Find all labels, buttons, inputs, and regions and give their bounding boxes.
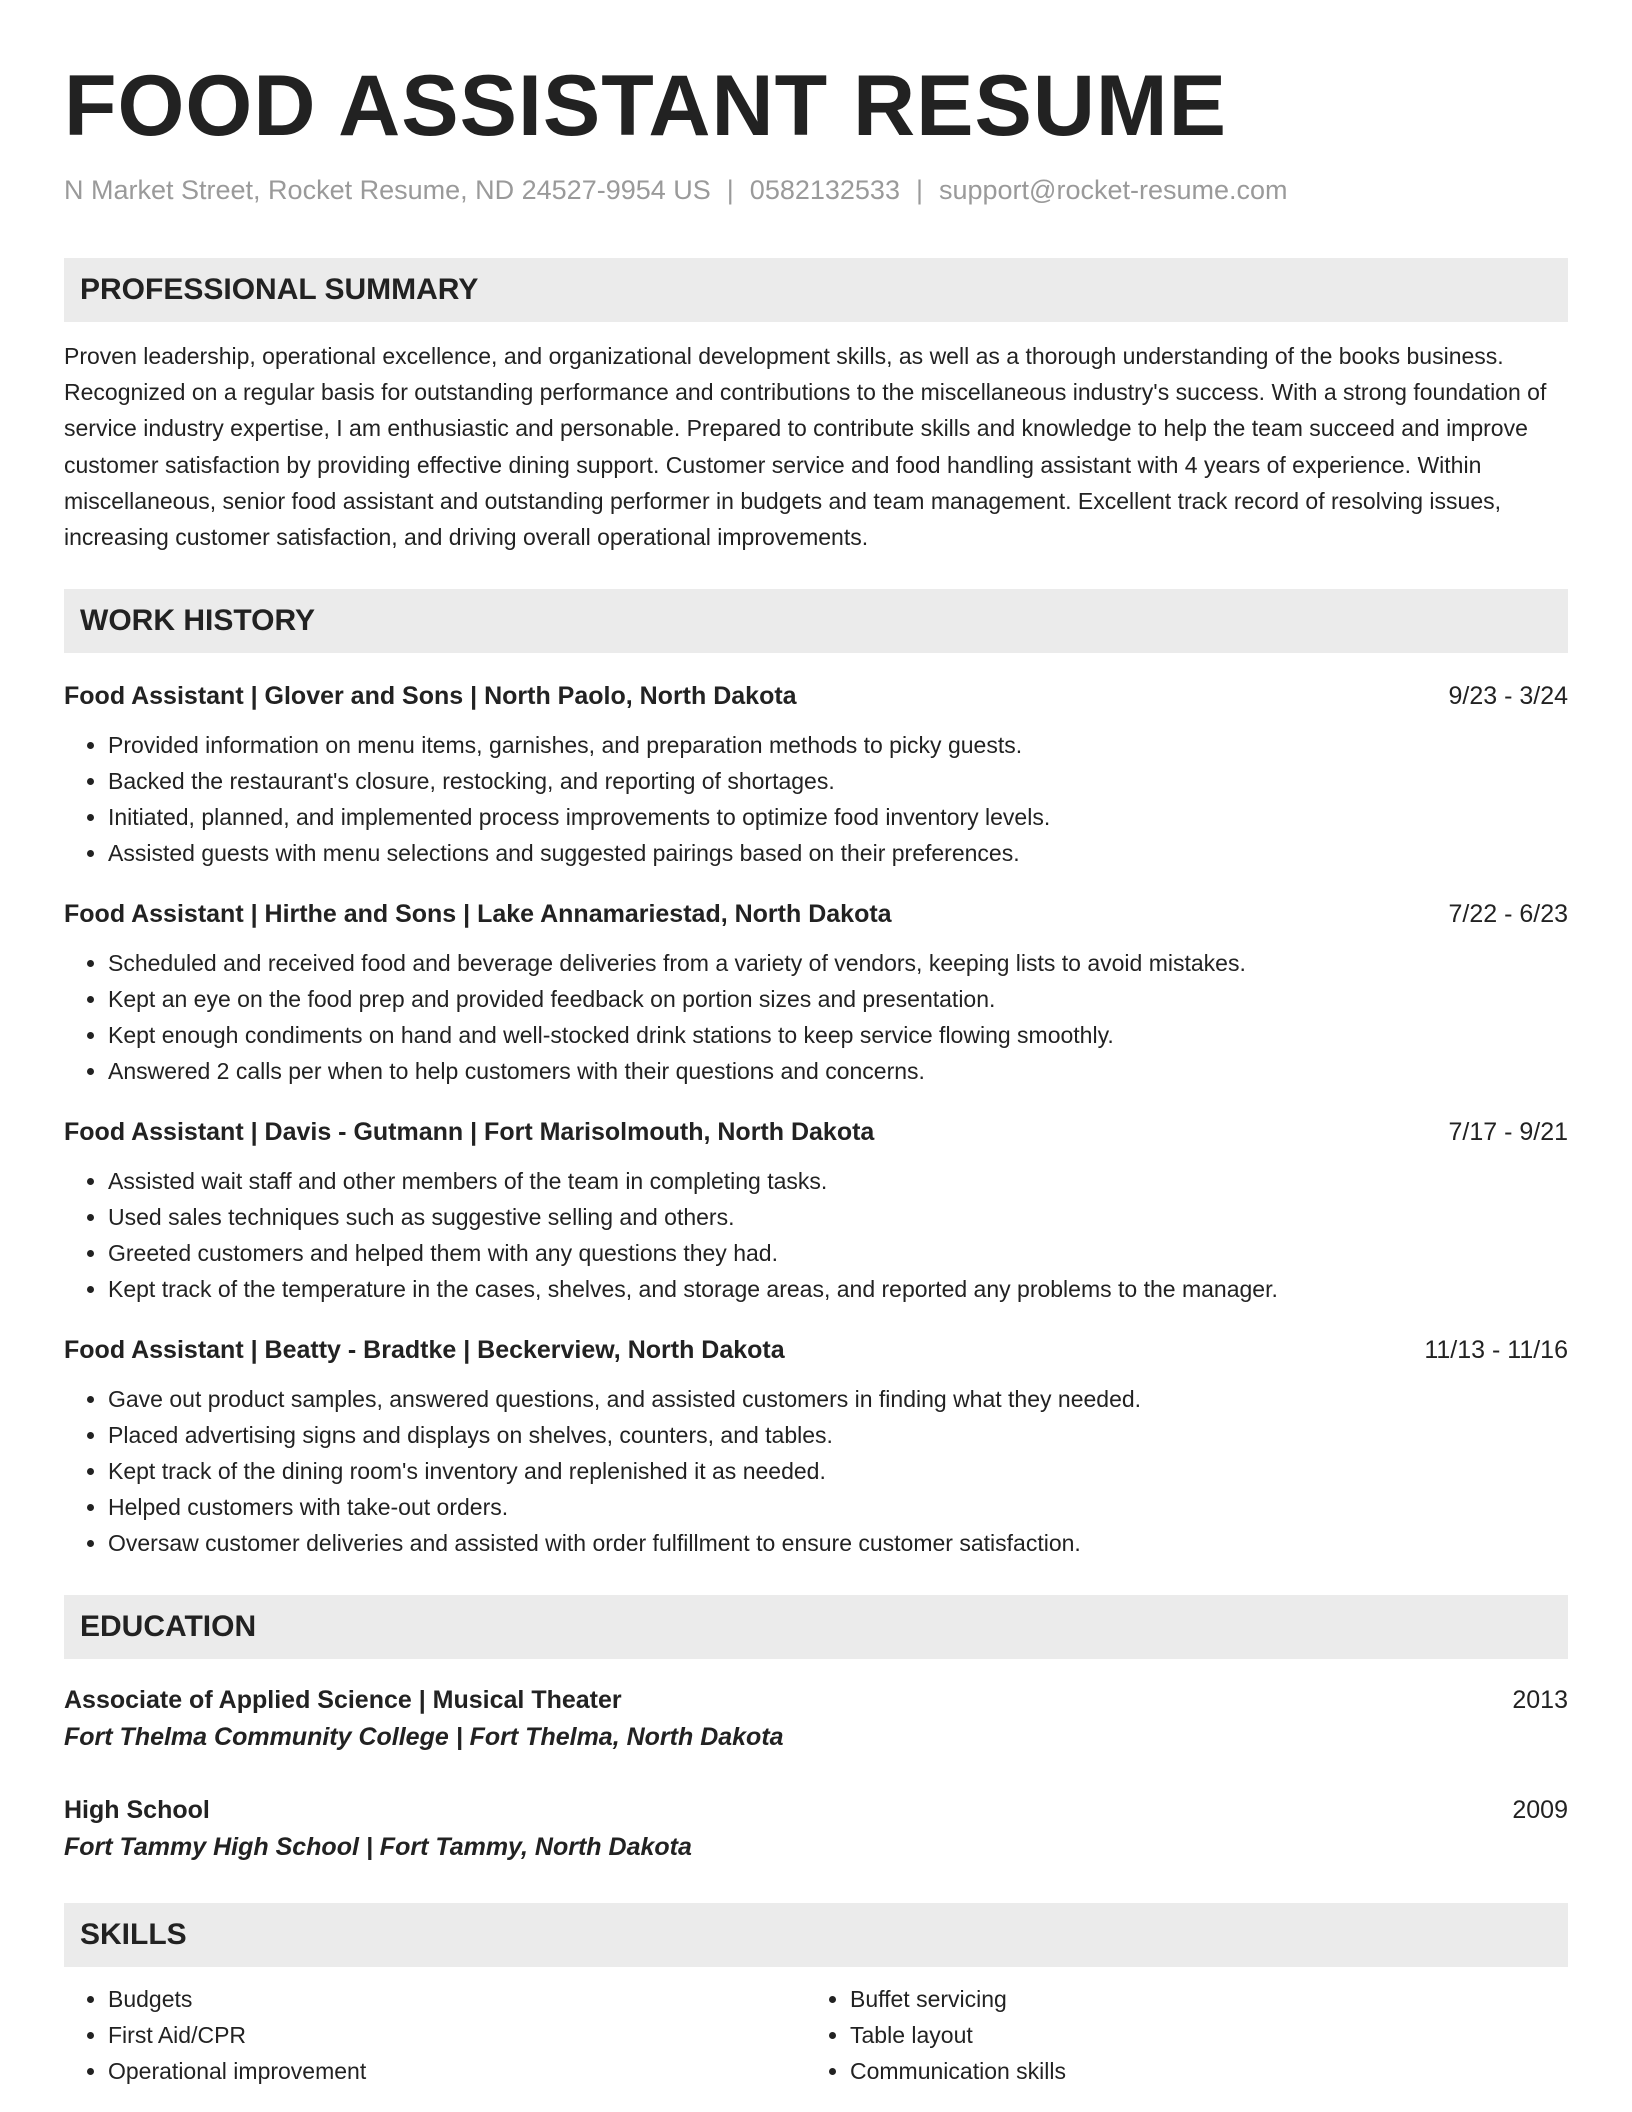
job-bullet: • Assisted wait staff and other members of the team in completing tasks. bbox=[108, 1163, 1568, 1199]
job-bullet: • Greeted customers and helped them with any questions they had. bbox=[108, 1235, 1568, 1271]
section-heading-work-history: WORK HISTORY bbox=[64, 589, 1568, 653]
contact-email: support@rocket-resume.com bbox=[938, 175, 1288, 205]
job-bullet: • Scheduled and received food and beverage deliveries from a variety of vendors, keeping lists to avoid mistakes. bbox=[108, 945, 1568, 981]
job-dates: 7/22 - 6/23 bbox=[1448, 900, 1568, 929]
skill-item: • First Aid/CPR bbox=[108, 2017, 806, 2053]
job-bullet: • Initiated, planned, and implemented process improvements to optimize food inventory levels. bbox=[108, 799, 1568, 835]
education-year: 2013 bbox=[1512, 1686, 1568, 1715]
contact-separator: | bbox=[915, 175, 923, 205]
contact-address: N Market Street, Rocket Resume, ND 24527-9954 US bbox=[64, 175, 711, 205]
job-entry bbox=[64, 1115, 1568, 1307]
job-bullet: • Answered 2 calls per when to help customers with their questions and concerns. bbox=[108, 1053, 1568, 1089]
job-bullet: • Used sales techniques such as suggestive selling and others. bbox=[108, 1199, 1568, 1235]
job-bullet: • Provided information on menu items, garnishes, and preparation methods to picky guests. bbox=[108, 727, 1568, 763]
job-bullets bbox=[64, 727, 1568, 871]
job-dates: 11/13 - 11/16 bbox=[1424, 1336, 1568, 1365]
contact-phone: 0582132533 bbox=[749, 175, 900, 205]
education-degree: Associate of Applied Science | Musical Theater bbox=[64, 1686, 622, 1715]
skills-column-left bbox=[64, 1981, 806, 2089]
section-heading-education: EDUCATION bbox=[64, 1595, 1568, 1659]
skill-item: • Buffet servicing bbox=[850, 1981, 1568, 2017]
education-school: Fort Thelma Community College | Fort Thelma, North Dakota bbox=[64, 1723, 784, 1752]
summary-text: Proven leadership, operational excellence, and organizational development skills, as well as a thorough understanding of the books business. Recognized on a regular basis for outstanding performance and contributions to the miscellaneous industry's success. With a strong foundation of service industry expertise, I am enthusiastic and personable. Prepared to contribute skills and knowledge to help the team succeed and improve customer satisfaction by providing effective dining support. Customer service and food handling assistant with 4 years of experience. Within miscellaneous, senior food assistant and outstanding performer in budgets and team management. Excellent track record of resolving issues, increasing customer satisfaction, and driving overall operational improvements. bbox=[64, 343, 1547, 551]
job-bullet: • Oversaw customer deliveries and assisted with order fulfillment to ensure customer satisfaction. bbox=[108, 1525, 1568, 1561]
job-entry bbox=[64, 1333, 1568, 1561]
job-bullet: • Kept track of the dining room's inventory and replenished it as needed. bbox=[108, 1453, 1568, 1489]
job-bullets bbox=[64, 1381, 1568, 1561]
job-bullet: • Placed advertising signs and displays on shelves, counters, and tables. bbox=[108, 1417, 1568, 1453]
education-degree: High School bbox=[64, 1796, 210, 1825]
contact-separator: | bbox=[726, 175, 734, 205]
job-entry bbox=[64, 897, 1568, 1089]
skills-column-right bbox=[806, 1981, 1568, 2089]
job-bullets bbox=[64, 1163, 1568, 1307]
job-bullet: • Kept enough condiments on hand and well-stocked drink stations to keep service flowing smoothly. bbox=[108, 1017, 1568, 1053]
education-entry bbox=[64, 1683, 1568, 1755]
resume-page bbox=[64, 0, 1568, 2089]
section-heading-summary: PROFESSIONAL SUMMARY bbox=[64, 258, 1568, 322]
job-title: Food Assistant | Hirthe and Sons | Lake Annamariestad, North Dakota bbox=[64, 900, 892, 929]
job-bullets bbox=[64, 945, 1568, 1089]
job-bullet: • Kept track of the temperature in the cases, shelves, and storage areas, and reported any problems to the manager. bbox=[108, 1271, 1568, 1307]
job-title: Food Assistant | Davis - Gutmann | Fort Marisolmouth, North Dakota bbox=[64, 1118, 875, 1147]
job-entry bbox=[64, 679, 1568, 871]
skills-list bbox=[64, 1981, 1568, 2089]
job-bullet: • Gave out product samples, answered questions, and assisted customers in finding what they needed. bbox=[108, 1381, 1568, 1417]
skill-item: • Budgets bbox=[108, 1981, 806, 2017]
education-entry bbox=[64, 1793, 1568, 1865]
job-dates: 7/17 - 9/21 bbox=[1448, 1118, 1568, 1147]
job-bullet: • Helped customers with take-out orders. bbox=[108, 1489, 1568, 1525]
contact-line bbox=[64, 172, 1568, 208]
job-bullet: • Kept an eye on the food prep and provided feedback on portion sizes and presentation. bbox=[108, 981, 1568, 1017]
skill-item: • Table layout bbox=[850, 2017, 1568, 2053]
job-title: Food Assistant | Beatty - Bradtke | Beckerview, North Dakota bbox=[64, 1336, 785, 1365]
education-year: 2009 bbox=[1512, 1796, 1568, 1825]
job-bullet: • Assisted guests with menu selections and suggested pairings based on their preferences. bbox=[108, 835, 1568, 871]
job-title: Food Assistant | Glover and Sons | North Paolo, North Dakota bbox=[64, 682, 797, 711]
job-bullet: • Backed the restaurant's closure, restocking, and reporting of shortages. bbox=[108, 763, 1568, 799]
skill-item: • Operational improvement bbox=[108, 2053, 806, 2089]
skill-item: • Communication skills bbox=[850, 2053, 1568, 2089]
education-school: Fort Tammy High School | Fort Tammy, North Dakota bbox=[64, 1833, 692, 1862]
job-dates: 9/23 - 3/24 bbox=[1448, 682, 1568, 711]
resume-title: FOOD ASSISTANT RESUME bbox=[64, 58, 1227, 154]
section-heading-skills: SKILLS bbox=[64, 1903, 1568, 1967]
